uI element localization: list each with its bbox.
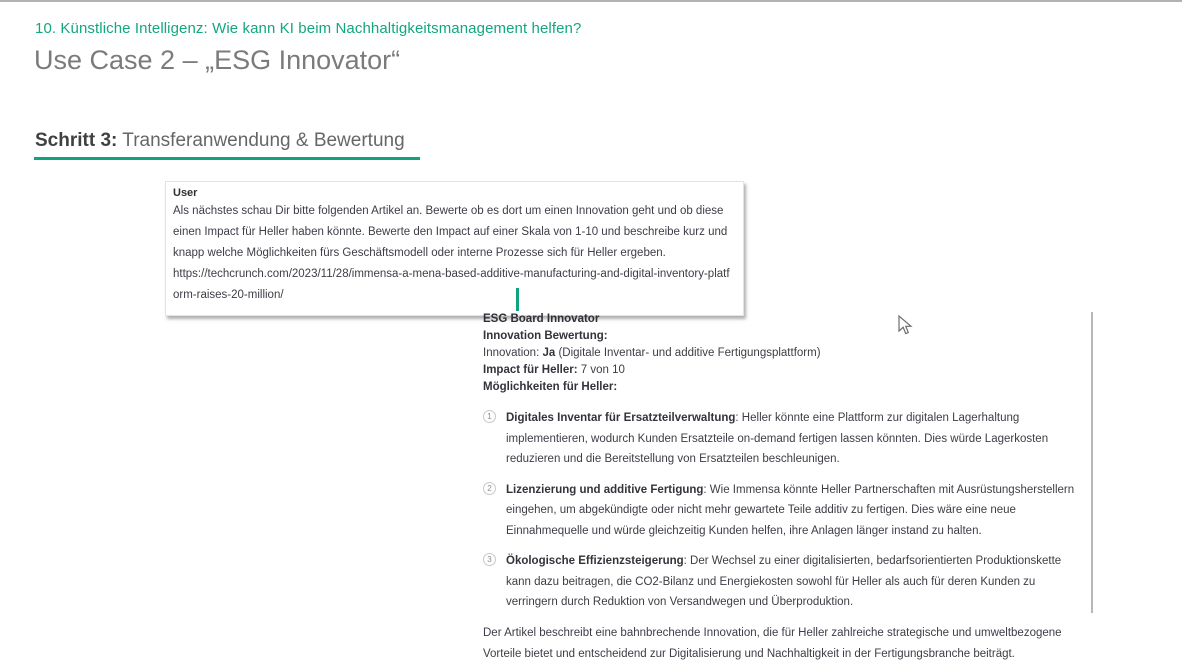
- innovation-detail: (Digitale Inventar- und additive Fertigungsplattform): [555, 347, 821, 359]
- opportunity-item: [483, 480, 1077, 542]
- user-message-card: [165, 181, 744, 316]
- item-title: Ökologische Effizienzsteigerung: [506, 555, 684, 567]
- item-title: Lizenzierung und additive Fertigung: [506, 483, 704, 496]
- item-text: [506, 480, 1077, 542]
- user-message-text: Als nächstes schau Dir bitte folgenden Artikel an. Bewerte ob es dort um einen Innovation geht und ob diese einen Impact für Heller haben könnte. Bewerte den Impact auf einer Skala von 1-10 und beschreibe kurz und knapp welche Möglichkeiten fürs Geschäftsmodell oder interne Prozesse sich für Heller ergeben.: [173, 205, 728, 259]
- response-heading: Innovation Bewertung:: [483, 330, 608, 342]
- assistant-author-label: ESG Board Innovator: [483, 313, 600, 325]
- conclusion-paragraph: Der Artikel beschreibt eine bahnbrechende Innovation, die für Heller zahlreiche strategische und umweltbezogene Vorteile bietet und entscheidend zur Digitalisierung und Nachhaltigkeit in der Fertigungsbranche beiträgt.: [483, 626, 1062, 660]
- assistant-response: [483, 311, 1077, 665]
- slide-kicker: 10. Künstliche Intelligenz: Wie kann KI beim Nachhaltigkeitsmanagement helfen?: [35, 20, 582, 37]
- opportunities-list: [483, 408, 1077, 613]
- page-title: Use Case 2 – „ESG Innovator“: [34, 45, 401, 75]
- step-heading: [35, 130, 405, 152]
- innovation-value: Ja: [542, 347, 556, 359]
- step-title: Transferanwendung & Bewertung: [122, 130, 405, 151]
- content-right-border: [1091, 312, 1093, 613]
- impact-line: [483, 362, 1077, 379]
- opportunity-item: [483, 408, 1077, 470]
- user-author-label: User: [173, 187, 198, 199]
- item-body: : Heller könnte eine Plattform zur digitalen Lagerhaltung implementieren, wodurch Kunden Ersatzteile on-demand fertigen lassen könnten. Dies würde Lagerkosten reduzieren und die Bereitstellung von Ersatzteilen beschleunigen.: [506, 412, 1049, 465]
- item-title: Digitales Inventar für Ersatzteilverwaltung: [506, 412, 736, 424]
- opportunities-heading: Möglichkeiten für Heller:: [483, 381, 618, 393]
- item-text: [506, 408, 1077, 470]
- item-number-badge: 2: [483, 482, 496, 495]
- impact-value: 7 von 10: [577, 364, 625, 376]
- item-number-badge: 3: [483, 553, 496, 566]
- item-body: : Der Wechsel zu einer digitalisierten, bedarfsorientierten Produktionskette kann dazu beitragen, die CO2-Bilanz und Energiekosten sowohl für Heller als auch für deren Kunden zu verringern durch Reduktion von Versandwegen und Überproduktion.: [506, 555, 1062, 608]
- innovation-line: [483, 345, 1077, 362]
- step-underline-divider: [34, 157, 420, 160]
- impact-label: Impact für Heller:: [483, 364, 578, 376]
- item-body: : Wie Immensa könnte Heller Partnerschaften mit Ausrüstungsherstellern eingehen, um abgekündigte oder nicht mehr gewartete Teile additiv zu fertigen. Dies wäre eine neue Einnahmequelle und würde gleichzeitig Kunden helfen, ihre Anlagen länger instand zu halten.: [506, 483, 1075, 537]
- user-message-url: https://techcrunch.com/2023/11/28/immensa-a-mena-based-additive-manufacturing-and-digital-inventory-platform-raises-20-million/: [173, 268, 730, 301]
- innovation-label: Innovation:: [483, 347, 543, 359]
- opportunity-item: [483, 551, 1077, 613]
- item-text: [506, 551, 1077, 613]
- connector-line: [516, 288, 519, 311]
- assistant-response-meta: [483, 311, 1077, 396]
- window-top-edge: [0, 0, 1182, 2]
- item-number-badge: 1: [483, 410, 496, 423]
- step-label: Schritt 3:: [35, 130, 118, 151]
